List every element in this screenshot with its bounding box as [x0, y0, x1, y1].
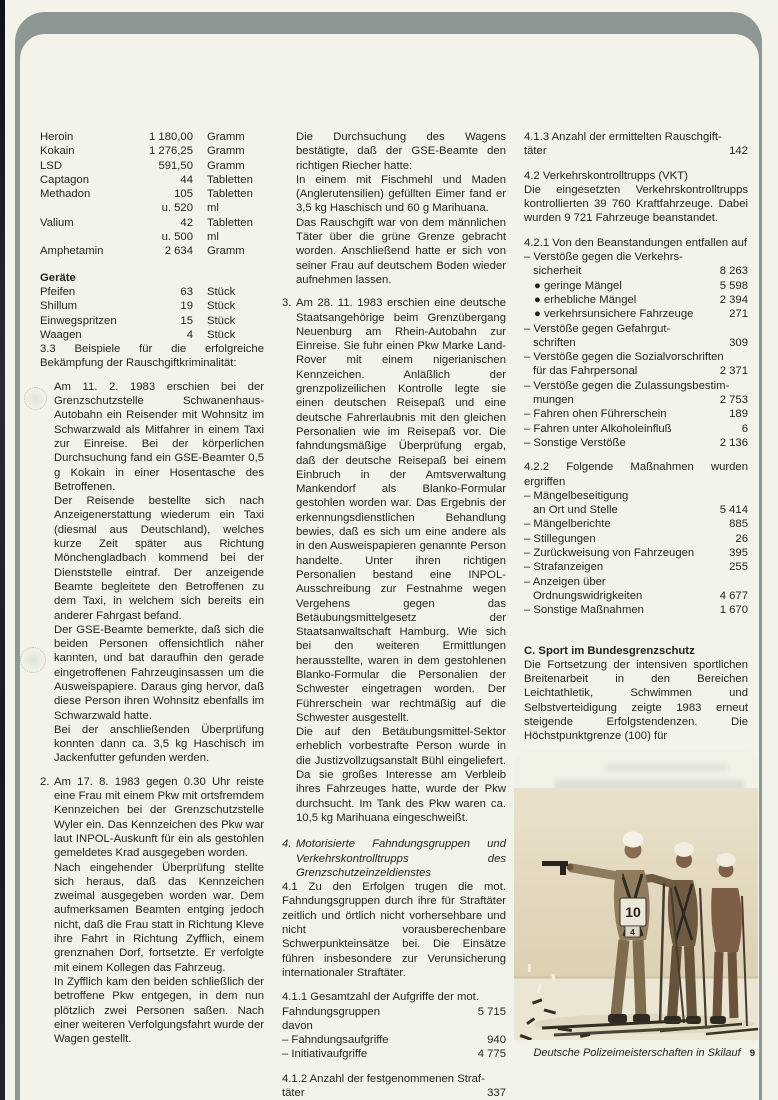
paragraph: Das Rauschgift war von dem männlichen Täter über die grüne Grenze gebracht worden. Anschließend hatte er sich von seiner Frau auf deutschem Boden wieder aufnehmen lassen. — [296, 216, 506, 286]
table-row — [40, 216, 264, 230]
drug-amount: u. 520 — [161, 202, 193, 215]
devices-header: Geräte — [40, 271, 76, 284]
bib-subnumber: 4 — [630, 928, 635, 937]
drug-amount: 42 — [180, 216, 193, 229]
stat-row — [524, 517, 748, 531]
item-marker — [40, 380, 54, 766]
stat-row — [524, 307, 748, 321]
stat-label: Ordnungswidrigkeiten — [533, 589, 643, 602]
drug-unit: ml — [207, 231, 219, 244]
stat-value: 1 670 — [719, 604, 748, 617]
device-count: 15 — [180, 314, 193, 327]
stat-value: 255 — [729, 561, 748, 574]
paragraph: Die auf den Betäubungsmittel-Sektor erheblich vorbestrafte Person wurde in die Justizvollzugsanstalt Bühl eingeliefert. Da sie großes Interesse am Verbleib ihres Fahrzeuges hatte, wurde der Pkw durchsucht. Im Tank des Pkw waren ca. 10,5 kg Marihuana eingeschweißt. — [296, 726, 506, 824]
paragraph: Nach eingehender Überprüfung stellte sich heraus, daß das Kennzeichen zweimal ausgegeben worden war. Dem aufmerksamen Beamten entging jedoch nicht, daß die Frau statt in Richtung Kleve ihre Fahrt in Richtung Zyfflich, einem grenznahen Dorf, fortsetzte. Er verfolgte mit einem Kollegen das Fahrzeug. — [54, 861, 264, 974]
stat-value: 309 — [729, 336, 748, 349]
item-marker: 3. — [282, 297, 292, 310]
heading-marker: 4. — [282, 838, 292, 851]
stat-line — [524, 144, 748, 158]
table-row — [40, 328, 264, 342]
paragraph: In Zyfflich kam den beiden schließlich der betroffene Pkw entgegen, in dem nun plötzlich zwei Personen saßen. Nach einer weiteren Verfolgungsfahrt wurde der Wagen gestellt. — [54, 975, 264, 1046]
stat-value: 4 775 — [477, 1048, 506, 1061]
paragraph: Bei der anschließenden Überprüfung konnten dann ca. 3,5 kg Haschisch im Jackenfutter gefunden werden. — [54, 723, 264, 765]
table-row — [40, 173, 264, 187]
device-unit: Stück — [207, 285, 236, 298]
stat-block-4-2-1 — [524, 236, 748, 450]
drug-amount: 2 634 — [164, 245, 193, 258]
stat-row — [524, 546, 748, 560]
stat-value: 5 598 — [719, 279, 748, 292]
stat-label: – Verstöße gegen die Verkehrs- — [524, 251, 683, 264]
device-name: Einwegspritzen — [40, 314, 117, 327]
item-marker: 2. — [40, 775, 50, 788]
table-row — [40, 244, 264, 258]
stat-row — [524, 422, 748, 436]
stat-row — [524, 603, 748, 617]
device-name: Pfeifen — [40, 285, 76, 298]
paragraph-4-1: 4.1 Zu den Erfolgen trugen die mot. Fahndungsgruppen durch ihre für Straftäter zeitlich und örtlich nicht vorhersehbare und nicht vorausberechenbare Schwerpunkteinsätze bei. Die Einsätze führen insbesondere zur Verunsicherung internationaler Straftäter. — [282, 881, 506, 979]
table-row — [40, 159, 264, 173]
stat-value: 142 — [729, 145, 748, 158]
stat-label: – Strafanzeigen — [524, 561, 604, 574]
stat-value: 940 — [487, 1034, 506, 1047]
stat-label: – Fahren ohen Führerschein — [524, 408, 667, 421]
stat-line: davon — [282, 1019, 313, 1032]
drug-amount: 44 — [180, 173, 193, 186]
devices-table — [40, 285, 264, 342]
heading-text: Motorisierte Fahndungsgruppen und Verkehrskontrolltrupps des Grenzschutzeinzeldienstes — [296, 838, 506, 879]
stat-label: täter — [282, 1087, 305, 1099]
stat-label: – Initiativaufgriffe — [282, 1048, 368, 1061]
stat-label: – Mängelbeseitigung — [524, 489, 629, 502]
stat-block-4-1-3 — [524, 130, 748, 159]
stat-label: – Fahndungsaufgriffe — [282, 1034, 389, 1047]
case-item-2 — [40, 775, 264, 1047]
stat-row — [524, 436, 748, 450]
drug-amount: 1 180,00 — [149, 131, 193, 143]
table-row — [40, 285, 264, 299]
paragraph: Am 11. 2. 1983 erschien bei der Grenzschutzstelle Schwanenhaus-Autobahn ein Reisender mit Wohnsitz im Schwarzwald als Mitfahrer in einem Taxi zur Einreise. Bei der körperlichen Durchsuchung fand ein GSE-Beamter 0,5 g Kokain in einer Hosentasche des Betroffenen. — [54, 380, 264, 493]
stat-label: – Verstöße gegen die Sozialvorschriften — [524, 351, 724, 364]
drug-name: Captagon — [40, 173, 89, 186]
stat-value: 2 371 — [719, 365, 748, 378]
drug-unit: Tabletten — [207, 188, 253, 201]
device-unit: Stück — [207, 314, 236, 327]
paragraph: Am 17. 8. 1983 gegen 0.30 Uhr reiste eine Frau mit einem Pkw mit ortsfremdem Kennzeichen bei der Grenzschutzstelle Wyler ein. Das Kennzeichen des Pkw war laut INPOL-Auskunft für ein als gestohlen gemeldetes Krad ausgegeben worden. — [54, 775, 264, 860]
stat-value: 2 394 — [719, 293, 748, 306]
stat-line: 4.1.3 Anzahl der ermittelten Rauschgift- — [524, 131, 722, 143]
section-title: 4.2.2 Folgende Maßnahmen wurden ergriffen — [524, 461, 748, 488]
drug-unit: Tabletten — [207, 173, 253, 186]
drug-amount: 105 — [174, 188, 193, 201]
device-unit: Stück — [207, 300, 236, 313]
photo-caption: Deutsche Polizeimeisterschaften in Skilauf — [533, 1047, 741, 1059]
device-unit: Stück — [207, 328, 236, 341]
stat-value: 885 — [729, 518, 748, 531]
stat-value: 271 — [729, 308, 748, 321]
drug-unit: Gramm — [207, 131, 245, 143]
paragraph: Der GSE-Beamte bemerkte, daß sich die beiden Personen offensichtlich näher kannten, und bat daraufhin den gerade eingetroffenen Fahrzeuginsassen um die Ausweispapiere. Daraus ging hervor, daß diese Person ihren Wohnsitz ebenfalls im Schwarzwald hatte. — [54, 623, 264, 722]
stat-line — [282, 1086, 506, 1100]
page-number: 9 — [749, 1048, 755, 1059]
section-4-2 — [524, 169, 748, 226]
drug-name — [40, 230, 135, 244]
stat-label: – Sonstige Maßnahmen — [524, 604, 644, 617]
stat-row — [282, 1033, 506, 1047]
stat-row — [524, 575, 748, 604]
photo-caption-row — [515, 1047, 755, 1059]
stat-row — [524, 350, 748, 379]
paragraph: Der Reisende bestellte sich nach Anzeigenerstattung wiederum ein Taxi (diesmal aus Deutschland), welches kurze Zeit später aus Richtung Mönchengladbach kommend bei der Dienststelle eintraf. Der anzeigende Beamte begleitete den Betroffenen zu dem Taxi, in welchem sich bereits ein anderer Fahrgast befand. — [54, 495, 264, 622]
stat-value: 6 — [741, 422, 748, 435]
stat-value: 8 263 — [719, 265, 748, 278]
section-title: 4.2 Verkehrskontrolltrupps (VKT) — [524, 169, 688, 182]
stat-value: 2 753 — [719, 394, 748, 407]
stat-label: – Fahren unter Alkoholeinfluß — [524, 422, 672, 435]
drug-unit: Gramm — [207, 159, 245, 172]
paragraph: Die Durchsuchung des Wagens bestätigte, daß der GSE-Beamte den richtigen Riecher hatte: — [296, 131, 506, 172]
stat-label: Fahndungsgruppen — [282, 1005, 380, 1018]
paragraph: Die Fortsetzung der intensiven sportlichen Breitenarbeit in den Bereichen Leichtathletik, Schwimmen und Selbstverteidigung zeigte 1983 erneut steigende Erfolgstendenzen. Die Höchstpunktgrenze (100) für — [524, 658, 748, 743]
case-item-1 — [40, 380, 264, 766]
device-name: Waagen — [40, 328, 82, 341]
case-item-2-continued — [282, 130, 506, 287]
table-row — [40, 299, 264, 313]
paragraph: In einem mit Fischmehl und Maden (Anglerutensilien) gefüllten Eimer fand er 3,5 kg Haschisch und 60 g Marihuana. — [296, 173, 506, 215]
drug-name: LSD — [40, 159, 62, 172]
section-title: 4.2.1 Von den Beanstandungen entfallen auf — [524, 236, 747, 249]
stat-line: 4.1.1 Gesamtzahl der Aufgriffe der mot. — [282, 991, 479, 1004]
table-row — [40, 130, 264, 144]
drug-seizure-table — [40, 130, 264, 259]
table-row — [40, 201, 264, 215]
stat-value: 5 414 — [719, 504, 748, 517]
device-count: 4 — [186, 328, 193, 341]
stat-row — [282, 1047, 506, 1061]
stat-label: für das Fahrpersonal — [533, 365, 638, 378]
bib-number: 10 — [625, 904, 641, 920]
stat-value: 4 677 — [719, 589, 748, 602]
column-2 — [282, 130, 506, 1100]
stat-label: schriften — [533, 336, 576, 349]
drug-unit: Gramm — [207, 145, 245, 158]
table-row — [40, 187, 264, 201]
drug-amount: u. 500 — [161, 231, 193, 244]
stat-label: – Mängelberichte — [524, 518, 611, 531]
stat-label: ● erhebliche Mängel — [534, 293, 637, 306]
paragraph: Die eingesetzten Verkehrskontrolltrupps kontrollierten 39 760 Kraftfahrzeuge. Dabei wurden 9 721 Fahrzeuge beanstandet. — [524, 183, 748, 225]
biathlon-photo-illustration — [514, 788, 758, 1040]
stat-row — [524, 407, 748, 421]
stat-block-4-2-2 — [524, 460, 748, 617]
stat-value: 189 — [729, 408, 748, 421]
device-count: 63 — [180, 285, 193, 298]
section-heading-3-3: 3.3 Beispiele für die erfolgreiche Bekämpfung der Rauschgiftkriminalität: — [40, 343, 264, 370]
stat-value: 337 — [487, 1087, 506, 1099]
drug-unit: Tabletten — [207, 216, 253, 229]
stat-label: mungen — [533, 394, 574, 407]
device-count: 19 — [180, 300, 193, 313]
stat-line — [282, 1005, 506, 1019]
item-marker — [282, 130, 296, 287]
drug-unit: Gramm — [207, 245, 245, 258]
stat-line: 4.1.2 Anzahl der festgenommenen Straf- — [282, 1072, 485, 1085]
drug-unit: ml — [207, 202, 219, 215]
table-row — [40, 314, 264, 328]
stat-label: – Stillegungen — [524, 532, 596, 545]
case-item-3 — [282, 296, 506, 825]
stat-row — [524, 489, 748, 518]
stat-block-4-1-2 — [282, 1072, 506, 1100]
section-heading-4 — [282, 837, 506, 880]
table-row — [40, 230, 264, 244]
paragraph: Am 28. 11. 1983 erschien eine deutsche Staatsangehörige beim Grenzübergang Neuenburg am Rhein-Autobahn zur Einreise. Sie fuhr einen Pkw Marke Land-Rover mit einem nigerianischen Kennzeichen. Anläßlich der grenzpolizeilichen Kontrolle legte sie einen deutschen Reisepaß und eine deutsche Fahrerlaubnis mit den gleichen Personalien wie im Reisepaß vor. Die fahndungsmäßige Überprüfung ergab, daß der deutsche Reisepaß bei einem Einbruch in der Amtsverwaltung Mankendorf als Blanko-Formular gestohlen worden war. Das Ergebnis der erkennungsdienstlichen Behandlung bewies, daß es sich um eine andere als in den Ausweispapieren genannte Person handelte. Unter ihren richtigen Personalien bestand eine INPOL-Ausschreibung zur Festnahme wegen Vergehens gegen das Betäubungsmittelgesetz der Staatsanwaltschaft Hamburg. Wie sich bei den weiteren Ermittlungen herausstellte, waren in dem gestohlenen Blanko-Formular die Personalien der Schwester eingetragen worden. Der Führerschein war rechtmäßig auf die Schwester ausgestellt. — [296, 297, 506, 724]
stat-row — [524, 560, 748, 574]
drug-name: Kokain — [40, 145, 75, 158]
device-name: Shillum — [40, 300, 78, 313]
drug-amount: 1 276,25 — [149, 145, 193, 158]
drug-amount: 591,50 — [158, 159, 193, 172]
stat-label: an Ort und Stelle — [533, 504, 618, 517]
stat-label: sicherheit — [533, 265, 582, 278]
stat-label: täter — [524, 145, 547, 158]
bleed-through-line — [605, 764, 728, 771]
stat-label: – Zurückweisung von Fahrzeugen — [524, 547, 695, 560]
stat-block-4-1-1 — [282, 990, 506, 1061]
drug-name: Valium — [40, 216, 74, 229]
biathlon-photo — [514, 788, 758, 1040]
drug-name: Heroin — [40, 131, 74, 143]
section-heading-c: C. Sport im Bundesgrenzschutz — [524, 644, 695, 657]
stat-label: – Sonstige Verstöße — [524, 436, 626, 449]
stat-row — [524, 293, 748, 307]
stat-row — [524, 279, 748, 293]
column-1 — [40, 130, 264, 1100]
stat-label: – Anzeigen über — [524, 575, 606, 588]
stat-row — [524, 379, 748, 408]
stat-value: 26 — [735, 532, 748, 545]
stat-row — [524, 532, 748, 546]
stat-label: ● verkehrsunsichere Fahrzeuge — [534, 308, 694, 321]
scan-edge — [0, 0, 5, 1100]
table-row — [40, 144, 264, 158]
drug-name: Methadon — [40, 188, 91, 201]
stat-value: 2 136 — [719, 436, 748, 449]
stat-label: ● geringe Mängel — [534, 279, 622, 292]
stat-row — [524, 322, 748, 351]
drug-name — [40, 201, 135, 215]
drug-name: Amphetamin — [40, 245, 104, 258]
stat-label: – Verstöße gegen die Zulassungsbestim- — [524, 379, 730, 392]
stat-row — [524, 250, 748, 279]
stat-value: 395 — [729, 547, 748, 560]
stat-label: – Verstöße gegen Gefahrgut- — [524, 322, 671, 335]
stat-value: 5 715 — [477, 1005, 506, 1018]
